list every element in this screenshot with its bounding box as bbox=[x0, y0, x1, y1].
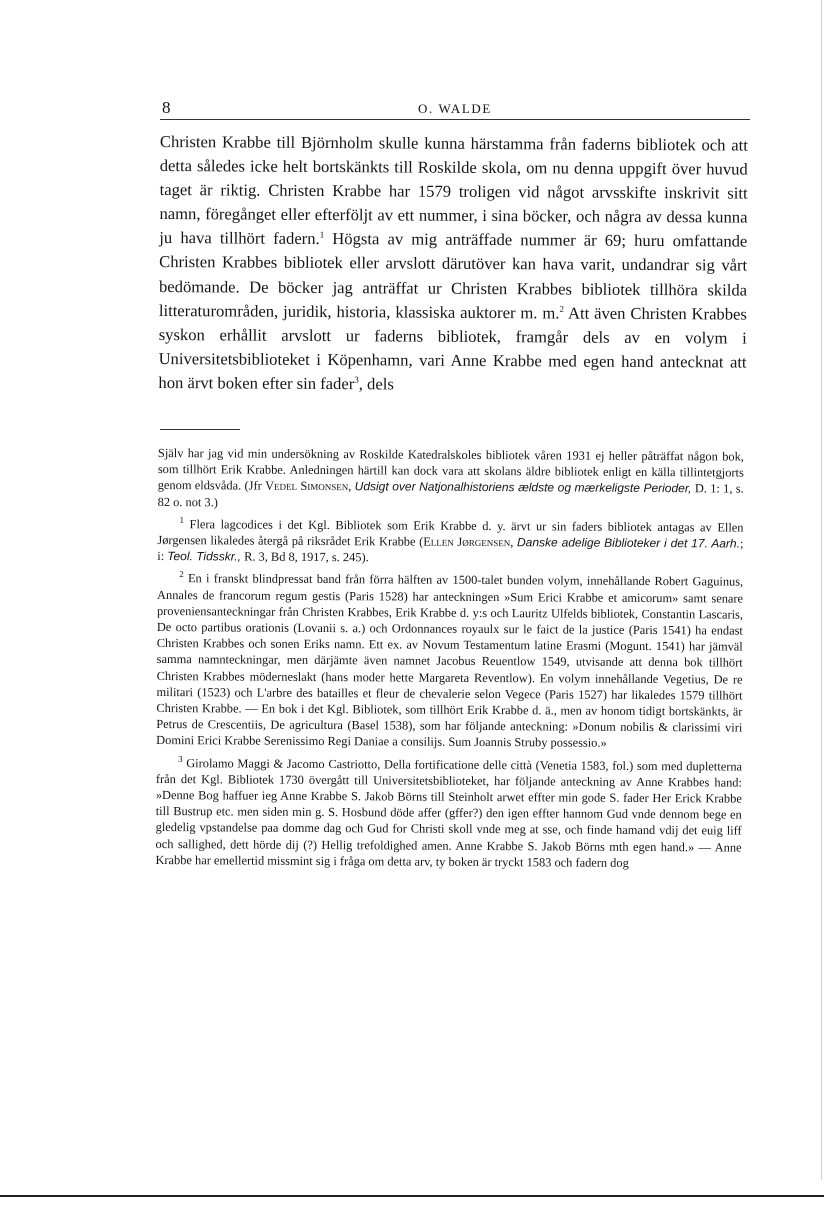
body-text-part-c: Att även Christen Krabbes syskon erhållit arvslott ur faderns bibliotek, framgår dels av en volym i Universitetsbiblioteket i Köpenhamn, vari Anne Krabbe med egen hand antecknat att hon ärvt boken efter sin fader bbox=[158, 303, 747, 394]
footnote-1-mark: 1 bbox=[179, 514, 185, 525]
header-rule bbox=[160, 119, 750, 120]
footnotes bbox=[155, 445, 744, 878]
body-paragraph bbox=[158, 130, 748, 399]
body-text-part-a: Christen Krabbe till Björnholm skulle kunna härstamma från faderns bibliotek och att detta således icke helt bortskänkts till Roskilde skola, om nu denna uppgift över huvud taget är riktig. Christen Krabbe har 1579 troligen vid något arvsskifte inskrivit sitt namn, föregånget eller efterföljt av ett nummer, i sina böcker, och några av dessa kunna ju hava tillhört fadern. bbox=[159, 131, 748, 249]
scan-bottom-edge bbox=[0, 1195, 824, 1197]
footnote-1 bbox=[157, 516, 743, 568]
footnote-1-author: Ellen Jørgensen bbox=[423, 534, 511, 550]
footnote-star-title: Udsigt over Natjonalhistoriens ældste og mærkeligste Perioder, bbox=[354, 479, 692, 496]
footnote-ref-2: 2 bbox=[559, 303, 565, 314]
footnote-continued bbox=[158, 445, 744, 513]
footnote-ref-3: 3 bbox=[354, 374, 359, 385]
footnote-star-text-b: , bbox=[348, 479, 355, 494]
footnote-ref-1: 1 bbox=[319, 229, 325, 240]
running-head: O. WALDE bbox=[418, 101, 492, 116]
footnote-3-mark: 3 bbox=[178, 753, 183, 764]
footnote-2 bbox=[156, 570, 743, 752]
footnote-1-text-d: R. 3, Bd 8, 1917, s. 245). bbox=[240, 549, 369, 565]
page-number: 8 bbox=[162, 98, 171, 117]
footnote-separator bbox=[160, 429, 240, 430]
body-text-part-d: , dels bbox=[358, 374, 394, 394]
footnote-1-text-a: Flera lagcodices i det Kgl. Bibliotek som Erik Krabbe d. y. ärvt ur sin faders bibliotek antagas av Ellen Jørgensen likaledes återgå på riksrådet Erik Krabbe ( bbox=[157, 516, 744, 549]
footnote-1-journal: Teol. Tidsskr., bbox=[167, 549, 242, 564]
footnote-1-title: Danske adelige Biblioteker i det 17. Aarh. bbox=[516, 535, 741, 551]
footnote-1-text-c: ; i: bbox=[157, 536, 744, 564]
main-body-text bbox=[158, 130, 748, 399]
scan-edge bbox=[821, 0, 822, 1180]
footnote-3 bbox=[155, 755, 742, 872]
footnote-star-text-a: Själv har jag vid min undersökning av Roskilde Katedralskoles bibliotek våren 1931 ej heller påträffat någon bok, som tillhört Erik Krabbe. Anledningen härtill kan dock vara att skolans äldre bibliotek enligt en källa tillintetgjorts genom eldsvåda. (Jfr bbox=[157, 445, 744, 494]
footnote-2-text: En i franskt blindpressat band från förra hälften av 1500-talet bunden volym, innehållande Robert Gaguinus, Annales de francorum regum gestis (Paris 1528) har anteckningen »Sum Erici Krabbe et amicorum» samt senare proveniensanteckningar från Christen Krabbes, Erik Krabbe d. y:s och Lauritz Ulfelds bibliotek, Constantin Lascaris, De octo partibus orationis (Lovanii s. a.) och Ordonnances royaulx sur le faict de la justice (Paris 1541) ha endast Christen Krabbes och sonen Eriks namn. Ett ex. av Novum Testamentum latine Erasmi (Mogunt. 1541) har jämväl samma namnteckningar, men därjämte även namnet Jacobus Reuentlow 1549, utvisande att denna bok tillhört Christen Krabbes möderneslakt (hans moder hette Margareta Reventlow). En volym innehållande Vegetius, De re militari (1523) och L'arbre des batailles et fleur de chevalerie selon Vegece (Paris 1527) har likaledes 1579 tillhört Christen Krabbe. — En bok i det Kgl. Bibliotek, som tillhört Erik Krabbe d. ä., men av honom tidigt bortskänkts, är Petrus de Crescentiis, De agricultura (Basel 1538), som har följande anteckning: »Donum nobilis & clarissimi viri Domini Erici Krabbe Serenissimo Regi Daniae a consilijs. Sum Joannis Struby possessio.» bbox=[156, 571, 744, 751]
footnote-star-text-c: D. 1: 1, s. 82 o. not 3.) bbox=[157, 481, 744, 509]
footnote-1-text-b: , bbox=[510, 535, 518, 550]
page-header bbox=[160, 98, 750, 120]
body-text-part-b: Högsta av mig anträffade nummer är 69; huru omfattande Christen Krabbes bibliotek eller arvslott därutöver kan hava varit, undandrar sig vårt bedömande. De böcker jag anträffat ur Christen Krabbes bibliotek tillhöra skilda litteraturområden, juridik, historia, klassiska auktorer m. m. bbox=[158, 229, 748, 323]
footnote-2-mark: 2 bbox=[179, 569, 184, 580]
footnote-star-author: Vedel Simonsen bbox=[265, 479, 349, 494]
footnote-3-text: Girolamo Maggi & Jacomo Castriotto, Della fortificatione delle città (Venetia 1583, fol.) som med dupletterna från det Kgl. Bibliotek 1730 övergått till Universitetsbiblioteket, har följande anteckning av Anne Krabbes hand: »Denne Bog haffuer ieg Anne Krabbe S. Jakob Börns till Steinholt arwet effter min gode S. fader Her Erick Krabbe till Bustrup etc. men siden min g. S. Hosbund döde affer (gffer?) den igen effter hannom Gud vnde dennom bege en gledelig vpstandelse paa domme dag och Gud for Christi skoll vnde meg at sse, och finde hamand vdij det euig liff och sallighed, dett hörde dij (?) Hellig trefoldighed amen. Anne Krabbe S. Jakob Börns mth egen hand.» — Anne Krabbe har emellertid missmint sig i fråga om detta arv, ty boken är tryckt 1583 och fadern dog bbox=[155, 755, 743, 870]
